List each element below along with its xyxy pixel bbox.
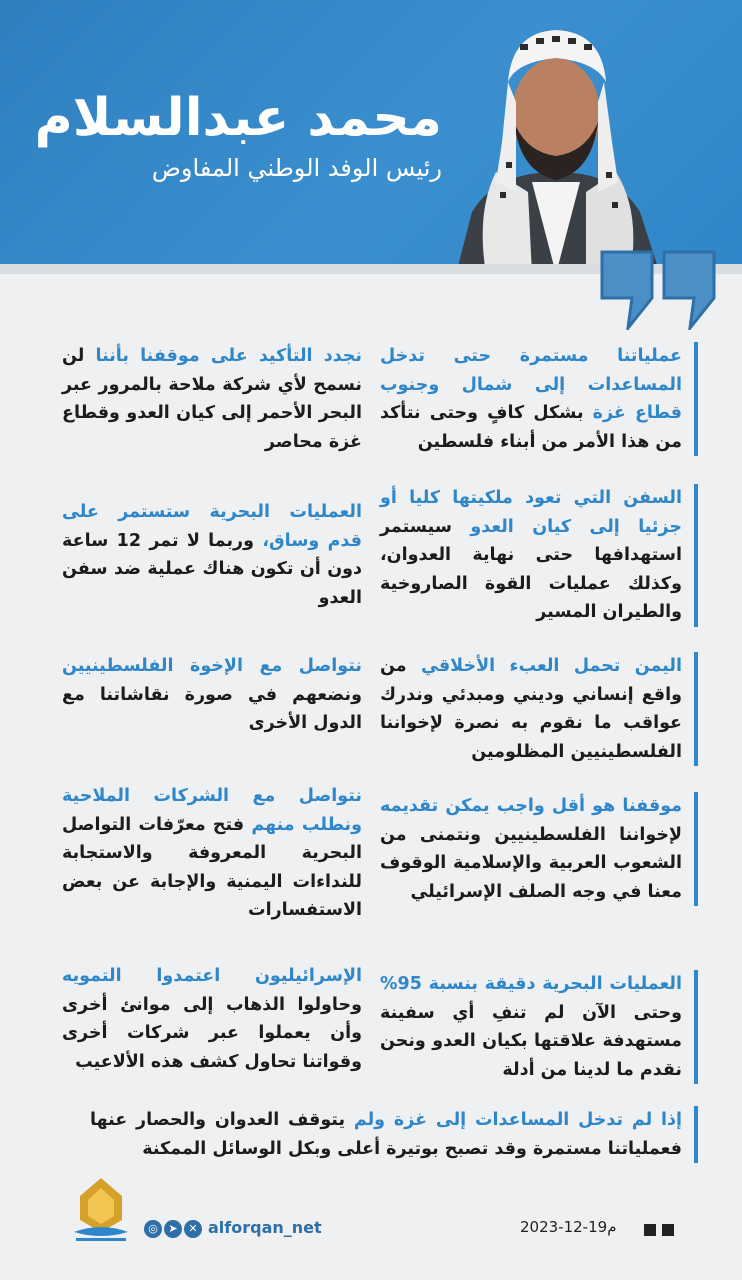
bottom-statement <box>90 1106 698 1163</box>
statement-highlight: نتواصل مع الشركات الملاحية ونطلب منهم <box>62 786 362 835</box>
statement-highlight: اليمن تحمل العبء الأخلاقي <box>421 656 682 676</box>
statement-highlight: السفن التي تعود ملكيتها كليا أو جزئيا إلى كيان العدو <box>380 488 682 537</box>
x-icon[interactable]: ✕ <box>184 1220 202 1238</box>
statement-highlight: نتواصل مع الإخوة الفلسطينيين <box>62 656 362 676</box>
publish-date: 2023-12-19م <box>520 1218 617 1236</box>
statement-text: وحتى الآن لم تنفِ أي سفينة مستهدفة علاقتها بكيان العدو ونحن نقدم ما لدينا من أدلة <box>380 1002 682 1080</box>
alforqan-logo <box>70 1174 132 1244</box>
decor-square <box>644 1224 656 1236</box>
statement-block <box>380 342 698 456</box>
statement-text: بشكل كافٍ وحتى نتأكد من هذا الأمر من أبناء فلسطين <box>380 403 682 452</box>
statement-text: يتوقف العدوان والحصار عنها فعملياتنا مستمرة وقد تصبح بوتيرة أعلى وبكل الوسائل الممكنة <box>90 1110 682 1159</box>
statement-block <box>62 962 362 1076</box>
person-name: محمد عبدالسلام <box>34 88 442 148</box>
statement-text: من واقع إنساني وديني ومبدئي وندرك عواقب ما نقوم به نصرة لإخواننا الفلسطينيين المظلومين <box>380 656 682 762</box>
header-banner <box>0 0 742 274</box>
portrait-image <box>436 22 676 274</box>
statement-text: لإخواننا الفلسطينيين ونتمنى من الشعوب العربية والإسلامية الوقوف معنا في وجه الصلف الإسرائيلي <box>380 824 682 902</box>
statement-text: سيستمر استهدافها حتى نهاية العدوان، وكذلك عمليات القوة الصاروخية والطيران المسير <box>380 516 682 622</box>
statement-block <box>380 970 698 1084</box>
statement-block <box>62 342 362 456</box>
social-handle[interactable]: alforqan_net <box>208 1218 322 1237</box>
statement-highlight: عملياتنا مستمرة حتى تدخل المساعدات إلى شمال وجنوب قطاع غزة <box>380 346 682 423</box>
statement-block <box>380 484 698 627</box>
statement-highlight: نجدد التأكيد على موقفنا بأننا <box>95 346 362 366</box>
statement-block <box>62 782 362 925</box>
quote-icon <box>598 248 722 330</box>
telegram-icon[interactable]: ➤ <box>164 1220 182 1238</box>
statement-highlight: إذا لم تدخل المساعدات إلى غزة ولم <box>353 1110 682 1130</box>
statement-text: لن نسمح لأي شركة ملاحة بالمرور عبر البحر الأحمر إلى كيان العدو وقطاع غزة محاصر <box>62 346 362 452</box>
statement-text: فتح معرّفات التواصل البحرية المعروفة والاستجابة للنداءات اليمنية والإجابة عن بعض الاستفسارات <box>62 814 362 920</box>
statement-text: وربما لا تمر 12 ساعة دون أن تكون هناك عملية ضد سفن العدو <box>62 530 362 608</box>
statement-block <box>62 652 362 738</box>
statement-highlight: العمليات البحرية ستستمر على قدم وساق، <box>62 502 362 551</box>
statement-highlight: موقفنا هو أقل واجب يمكن تقديمه <box>380 796 682 816</box>
statement-text: ونضعهم في صورة نقاشاتنا مع الدول الأخرى <box>62 684 362 733</box>
statement-block <box>380 652 698 766</box>
statement-text: وحاولوا الذهاب إلى موانئ أخرى وأن يعملوا عبر شركات أخرى وقواتنا تحاول كشف هذه الألاعيب <box>62 994 362 1072</box>
statement-block <box>380 792 698 906</box>
statement-highlight: الإسرائيليون اعتمدوا التمويه <box>62 966 362 986</box>
statement-highlight: العمليات البحرية دقيقة بنسبة 95% <box>380 974 682 994</box>
web-icon[interactable]: ◎ <box>144 1220 162 1238</box>
decor-square <box>662 1224 674 1236</box>
person-title: رئيس الوفد الوطني المفاوض <box>151 154 442 182</box>
statement-block <box>62 498 362 612</box>
